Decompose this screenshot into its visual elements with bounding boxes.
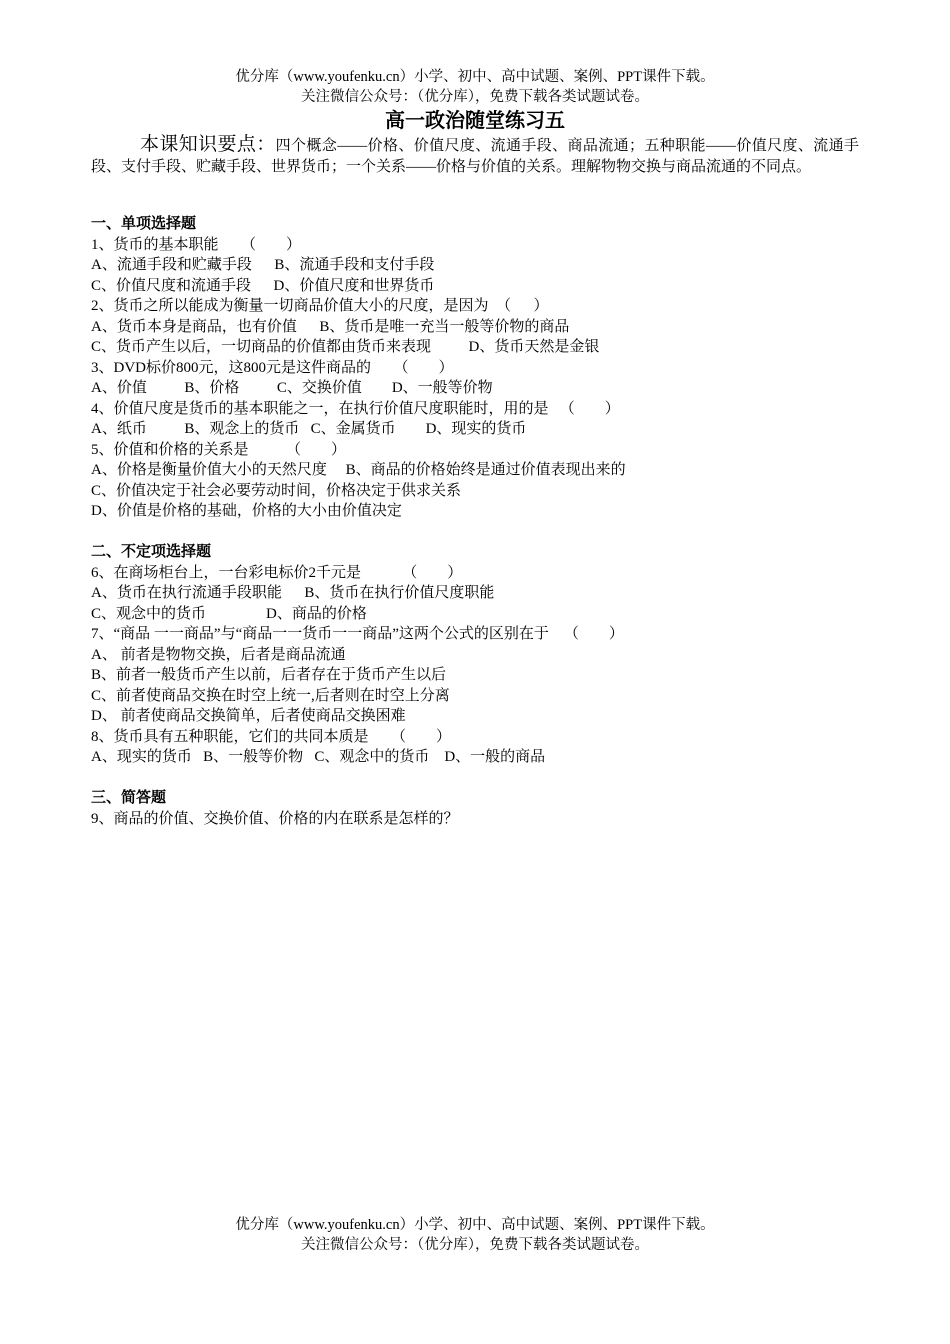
question-line: 5、价值和价格的关系是 （ ）: [91, 441, 347, 458]
question-line: 4、价值尺度是货币的基本职能之一，在执行价值尺度职能时，用的是 （ ）: [91, 400, 620, 417]
question-line: 6、在商场柜台上，一台彩电标价2千元是 （ ）: [91, 564, 463, 581]
footer-line-1: 优分库（www.youfenku.cn）小学、初中、高中试题、案例、PPT课件下载。: [235, 1217, 715, 1233]
header-line-1: 优分库（www.youfenku.cn）小学、初中、高中试题、案例、PPT课件下载。: [235, 69, 715, 85]
knowledge-points: [91, 134, 859, 178]
question-line: A、价格是衡量价值大小的天然尺度 B、商品的价格始终是通过价值表现出来的: [91, 462, 626, 478]
page-header: [0, 67, 950, 107]
question-line: 2、货币之所以能成为衡量一切商品价值大小的尺度，是因为 （ ）: [91, 298, 549, 314]
question-line: A、货币本身是商品，也有价值 B、货币是唯一充当一般等价物的商品: [91, 318, 570, 335]
footer-line-2: 关注微信公众号：（优分库），免费下载各类试题试卷。: [301, 1237, 649, 1253]
question-line: 9、商品的价值、交换价值、价格的内在联系是怎样的？: [91, 810, 459, 827]
section-spacer: [91, 768, 891, 789]
question-line: A、流通手段和贮藏手段 B、流通手段和支付手段: [91, 257, 435, 273]
question-line: 7、“商品 一一商品”与“商品一一货币一一商品”这两个公式的区别在于 （ ）: [91, 626, 624, 642]
question-line: D、价值是价格的基础，价格的大小由价值决定: [91, 503, 402, 519]
question-line: A、价值 B、价格 C、交换价值 D、一般等价物: [91, 380, 493, 396]
question-line: A、 前者是物物交换，后者是商品流通: [91, 646, 346, 663]
question-line: C、货币产生以后，一切商品的价值都由货币来表现 D、货币天然是金银: [91, 339, 600, 355]
question-line: A、货币在执行流通手段职能 B、货币在执行价值尺度职能: [91, 585, 495, 601]
question-line: B、前者一般货币产生以前，后者存在于货币产生以后: [91, 667, 447, 683]
document-title: 高一政治随堂练习五: [385, 110, 565, 132]
question-line: C、观念中的货币 D、商品的价格: [91, 605, 367, 622]
question-content: [91, 214, 891, 829]
question-line: A、纸币 B、观念上的货币 C、金属货币 D、现实的货币: [91, 421, 527, 437]
section-heading-short-answer: 三、简答题: [91, 790, 167, 806]
section-heading-multiple-choice: 二、不定项选择题: [91, 544, 212, 560]
question-line: 8、货币具有五种职能，它们的共同本质是 （ ）: [91, 728, 452, 745]
section-spacer: [91, 522, 891, 543]
question-line: 3、DVD标价800元，这800元是这件商品的 （ ）: [91, 359, 454, 376]
section-heading-single-choice: 一、单项选择题: [91, 216, 197, 232]
question-line: C、价值决定于社会必要劳动时间，价格决定于供求关系: [91, 482, 462, 499]
page-footer: [0, 1215, 950, 1255]
header-line-2: 关注微信公众号：（优分库），免费下载各类试题试卷。: [301, 89, 649, 105]
knowledge-points-lead: 本课知识要点：: [140, 134, 276, 155]
question-line: 1、货币的基本职能 （ ）: [91, 236, 302, 253]
question-line: C、前者使商品交换在时空上统一,后者则在时空上分离: [91, 687, 450, 704]
question-line: C、价值尺度和流通手段 D、价值尺度和世界货币: [91, 277, 435, 294]
knowledge-points-text: 四个概念——价格、价值尺度、流通手段、商品流通；五种职能——价值尺度、流通手段、支付手段、贮藏手段、世界货币；一个关系——价格与价值的关系。理解物物交换与商品流通的不同点。: [91, 138, 859, 175]
question-line: D、 前者使商品交换简单，后者使商品交换困难: [91, 708, 406, 724]
question-line: A、现实的货币 B、一般等价物 C、观念中的货币 D、一般的商品: [91, 749, 546, 765]
